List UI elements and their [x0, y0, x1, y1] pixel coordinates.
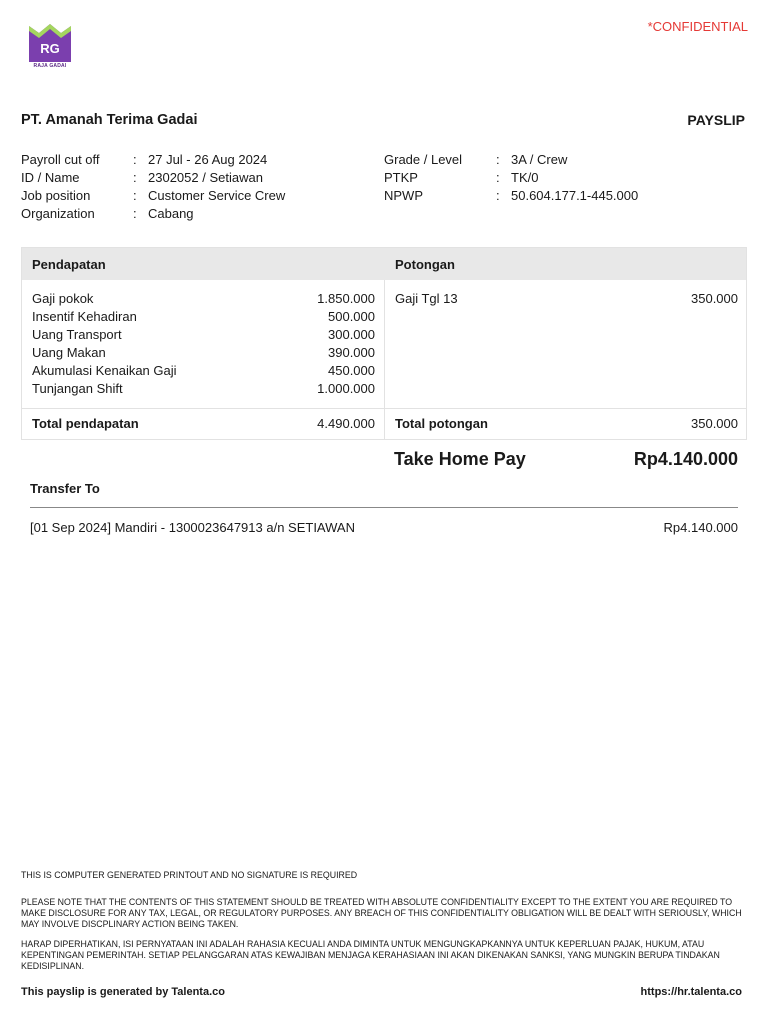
- info-label: Organization: [21, 206, 95, 221]
- earning-amount: 500.000: [328, 309, 375, 324]
- take-home-pay-amount: Rp4.140.000: [633, 449, 738, 469]
- deductions-total-label: Total potongan: [395, 416, 488, 431]
- deduction-item: [395, 290, 738, 308]
- earning-item: [32, 326, 375, 344]
- info-label: Job position: [21, 188, 91, 203]
- info-value: 2302052 / Setiawan: [148, 170, 263, 185]
- earning-item: [32, 290, 375, 308]
- earning-name: Gaji pokok: [32, 291, 94, 306]
- info-separator: :: [496, 170, 500, 185]
- earnings-total-row: [32, 416, 375, 431]
- info-row-grade-level: [384, 151, 638, 169]
- svg-text:RG: RG: [40, 41, 60, 56]
- deductions-header: Potongan: [395, 257, 455, 272]
- transfer-description: [01 Sep 2024] Mandiri - 1300023647913 a/n SETIAWAN: [30, 520, 355, 535]
- note-confidentiality-en: PLEASE NOTE THAT THE CONTENTS OF THIS STATEMENT SHOULD BE TREATED WITH ABSOLUTE CONFIDENTIALITY EXCEPT TO THE EXTENT YOU ARE REQUIRED TO MAKE DISCLOSURE FOR ANY TAX, LEGAL, OR REGULATORY PURPOSES. ANY BREACH OF THIS CONFIDENTIALITY OBLIGATION WILL BE DEALT WITH SERIOUSLY, WHICH MAY INVOLVE DISCPLINARY ACTION BEING TAKEN.: [21, 897, 742, 929]
- info-separator: :: [133, 170, 137, 185]
- earning-name: Insentif Kehadiran: [32, 309, 137, 324]
- note-confidentiality-id: HARAP DIPERHATIKAN, ISI PERNYATAAN INI ADALAH RAHASIA KECUALI ANDA DIMINTA UNTUK MENGUNGKAPKANNYA UNTUK KEPERLUAN PAJAK, HUKUM, ATAU KEPENTINGAN PEMERINTAH. SETIAP PELANGGARAN ATAS KEWAJIBAN MENJAGA KERAHASIAAN INI AKAN DIKENAKAN SANKSI, YANG MUNGKIN BERUPA TINDAKAN KEDISIPLINAN.: [21, 939, 720, 971]
- earning-item: [32, 380, 375, 398]
- info-label: ID / Name: [21, 170, 80, 185]
- table-header: [22, 248, 746, 280]
- earning-amount: 1.850.000: [317, 291, 375, 306]
- earning-name: Uang Makan: [32, 345, 106, 360]
- info-label: Grade / Level: [384, 152, 463, 167]
- employee-info-right: [384, 151, 638, 205]
- earning-amount: 300.000: [328, 327, 375, 342]
- earnings-total-amount: 4.490.000: [317, 416, 375, 431]
- info-separator: :: [496, 152, 500, 167]
- deductions-total-amount: 350.000: [691, 416, 738, 431]
- transfer-amount: Rp4.140.000: [663, 520, 738, 535]
- earnings-total-label: Total pendapatan: [32, 416, 139, 431]
- transfer-divider: [30, 507, 738, 508]
- deduction-amount: 350.000: [691, 291, 738, 306]
- earning-item: [32, 344, 375, 362]
- info-value: 27 Jul - 26 Aug 2024: [148, 152, 268, 167]
- info-label: NPWP: [384, 188, 423, 203]
- info-separator: :: [496, 188, 500, 203]
- take-home-pay-label: Take Home Pay: [394, 449, 526, 469]
- info-row-organization: [21, 205, 285, 223]
- note-computer-generated: THIS IS COMPUTER GENERATED PRINTOUT AND NO SIGNATURE IS REQUIRED: [21, 870, 358, 880]
- info-row-payroll-cutoff: [21, 151, 285, 169]
- column-divider: [384, 280, 385, 440]
- deductions-list: [395, 290, 738, 308]
- logo-tagline: RAJA GADAI: [33, 63, 67, 69]
- earning-name: Uang Transport: [32, 327, 122, 342]
- info-value: Cabang: [148, 206, 194, 221]
- deduction-name: Gaji Tgl 13: [395, 291, 458, 306]
- info-separator: :: [133, 152, 137, 167]
- earning-amount: 390.000: [328, 345, 375, 360]
- earning-name: Akumulasi Kenaikan Gaji: [32, 363, 177, 378]
- info-value: 3A / Crew: [511, 152, 568, 167]
- footer-url-link[interactable]: https://hr.talenta.co: [640, 986, 742, 998]
- info-label: PTKP: [384, 170, 418, 185]
- info-value: Customer Service Crew: [148, 188, 286, 203]
- employee-info-left: [21, 151, 285, 223]
- info-row-job-position: [21, 187, 285, 205]
- info-row-npwp: [384, 187, 638, 205]
- footer-generated-by: This payslip is generated by Talenta.co: [21, 986, 225, 998]
- crown-logo-icon: [29, 24, 71, 64]
- info-row-ptkp: [384, 169, 638, 187]
- payslip-table: [21, 247, 747, 440]
- earning-amount: 1.000.000: [317, 381, 375, 396]
- earning-name: Tunjangan Shift: [32, 381, 123, 396]
- document-title: PAYSLIP: [687, 112, 745, 128]
- earnings-header: Pendapatan: [32, 257, 106, 272]
- earnings-list: [32, 290, 375, 398]
- earning-item: [32, 362, 375, 380]
- company-name: PT. Amanah Terima Gadai: [21, 112, 198, 128]
- info-value: TK/0: [511, 170, 539, 185]
- info-value: 50.604.177.1-445.000: [511, 188, 639, 203]
- earning-amount: 450.000: [328, 363, 375, 378]
- info-separator: :: [133, 206, 137, 221]
- earning-item: [32, 308, 375, 326]
- confidential-label: *CONFIDENTIAL: [647, 19, 748, 34]
- info-separator: :: [133, 188, 137, 203]
- info-label: Payroll cut off: [21, 152, 100, 167]
- deductions-total-row: [395, 416, 738, 431]
- info-row-id-name: [21, 169, 285, 187]
- totals-divider: [22, 408, 746, 409]
- transfer-title: Transfer To: [30, 481, 100, 496]
